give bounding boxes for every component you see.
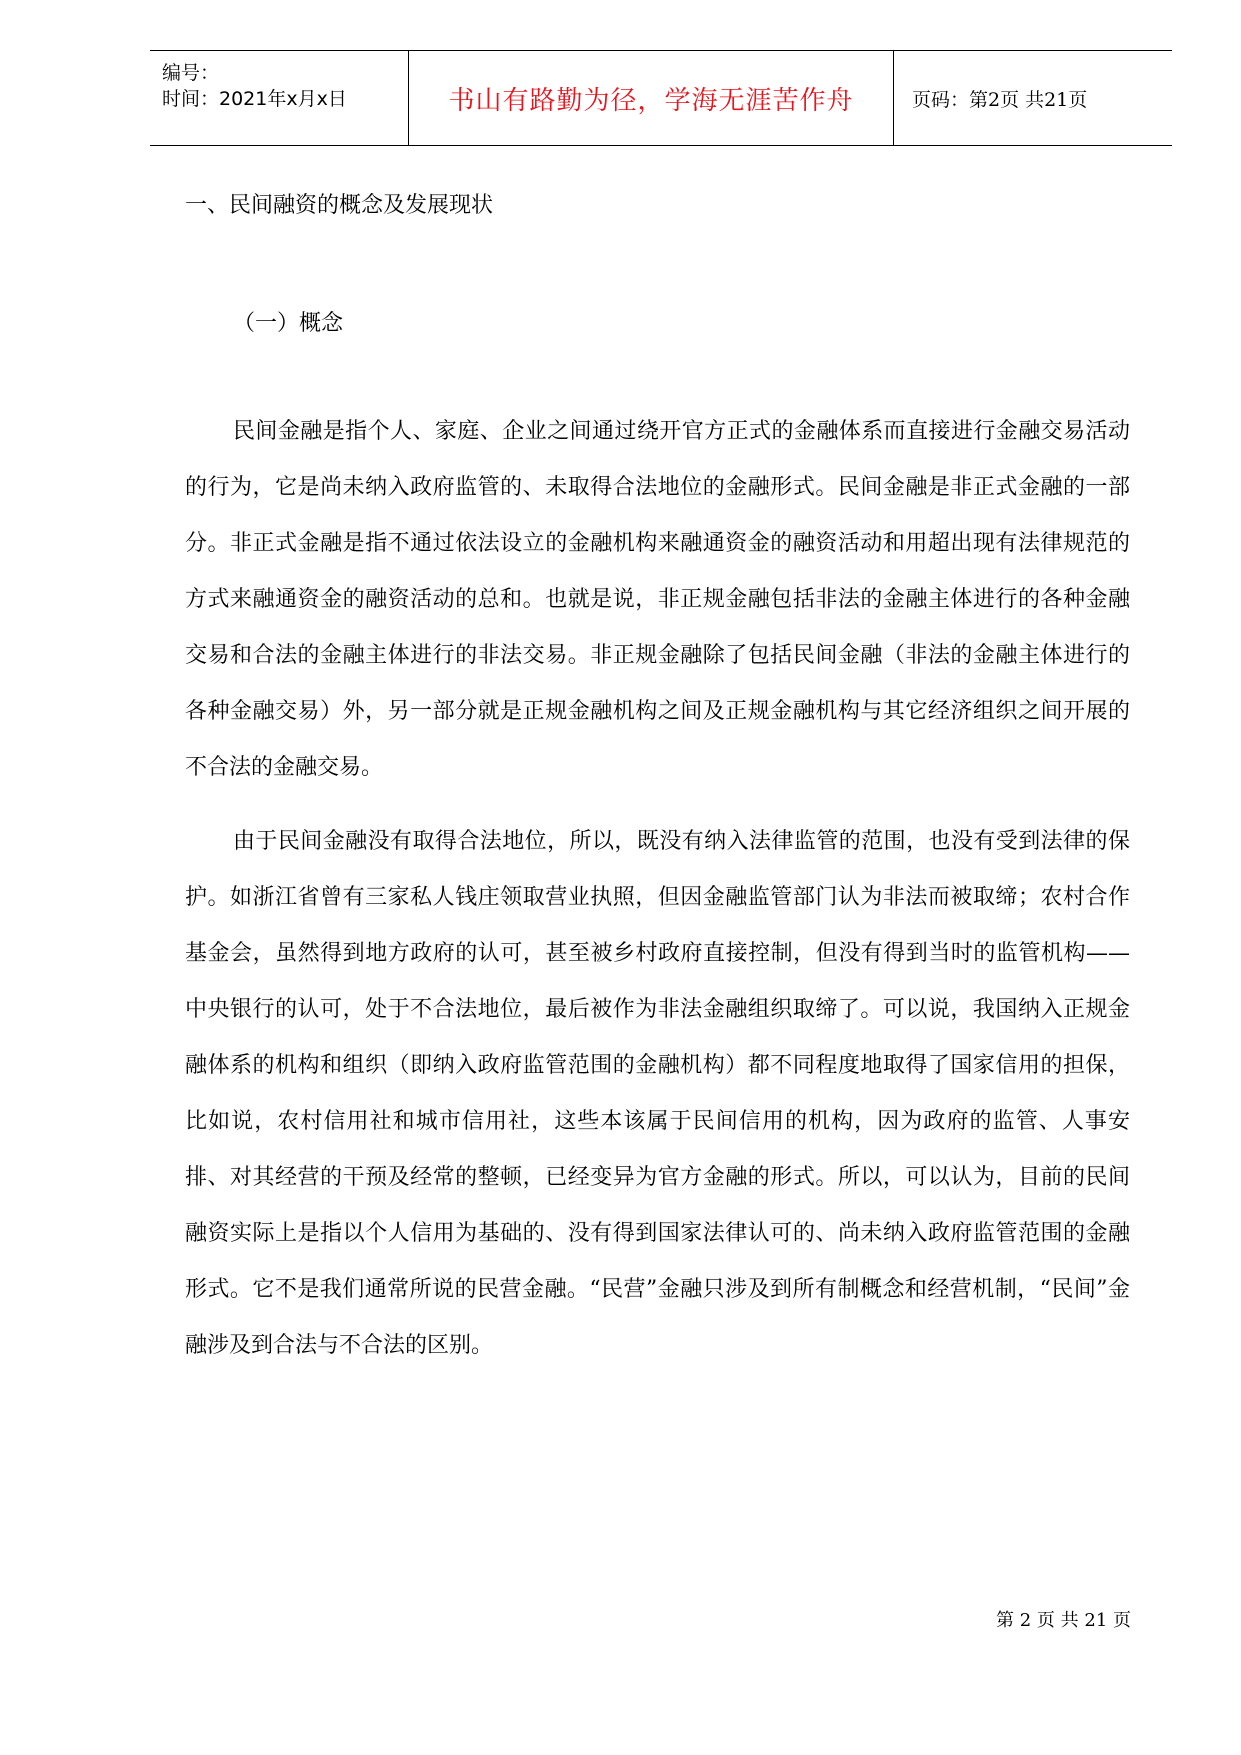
header-motto: 书山有路勤为径，学海无涯苦作舟 <box>448 85 854 116</box>
page-footer: 第 2 页 共 21 页 <box>996 1610 1131 1631</box>
subsection-title: （一）概念 <box>233 311 344 336</box>
page-header <box>150 50 1172 146</box>
paragraph-2: 由于民间金融没有取得合法地位，所以，既没有纳入法律监管的范围，也没有受到法律的保护。如浙江省曾有三家私人钱庄领取营业执照，但因金融监管部门认为非法而被取缔；农村合作基金会，虽然得到地方政府的认可，甚至被乡村政府直接控制，但没有得到当时的监管机构——中央银行的认可，处于不合法地位，最后被作为非法金融组织取缔了。可以说，我国纳入正规金融体系的机构和组织（即纳入政府监管范围的金融机构）都不同程度地取得了国家信用的担保，比如说，农村信用社和城市信用社，这些本该属于民间信用的机构，因为政府的监管、人事安排、对其经营的干预及经常的整顿，已经变异为官方金融的形式。所以，可以认为，目前的民间融资实际上是指以个人信用为基础的、没有得到国家法律认可的、尚未纳入政府监管范围的金融形式。它不是我们通常所说的民营金融。“民营”金融只涉及到所有制概念和经营机制，“民间”金融涉及到合法与不合法的区别。 <box>185 829 1130 1358</box>
header-page-code: 页码：第2页 共21页 <box>912 88 1088 111</box>
paragraph-1: 民间金融是指个人、家庭、企业之间通过绕开官方正式的金融体系而直接进行金融交易活动的行为，它是尚未纳入政府监管的、未取得合法地位的金融形式。民间金融是非正式金融的一部分。非正式金融是指不通过依法设立的金融机构来融通资金的融资活动和用超出现有法律规范的方式来融通资金的融资活动的总和。也就是说，非正规金融包括非法的金融主体进行的各种金融交易和合法的金融主体进行的非法交易。非正规金融除了包括民间金融（非法的金融主体进行的各种金融交易）外，另一部分就是正规金融机构之间及正规金融机构与其它经济组织之间开展的不合法的金融交易。 <box>185 419 1130 780</box>
document-number-label: 编号： <box>162 62 220 84</box>
document-time-label: 时间：2021年x月x日 <box>162 88 347 110</box>
header-motto-cell <box>408 51 894 145</box>
header-page-cell <box>894 51 1172 145</box>
header-info-cell <box>150 51 408 145</box>
section-title: 一、民间融资的概念及发展现状 <box>185 193 494 218</box>
